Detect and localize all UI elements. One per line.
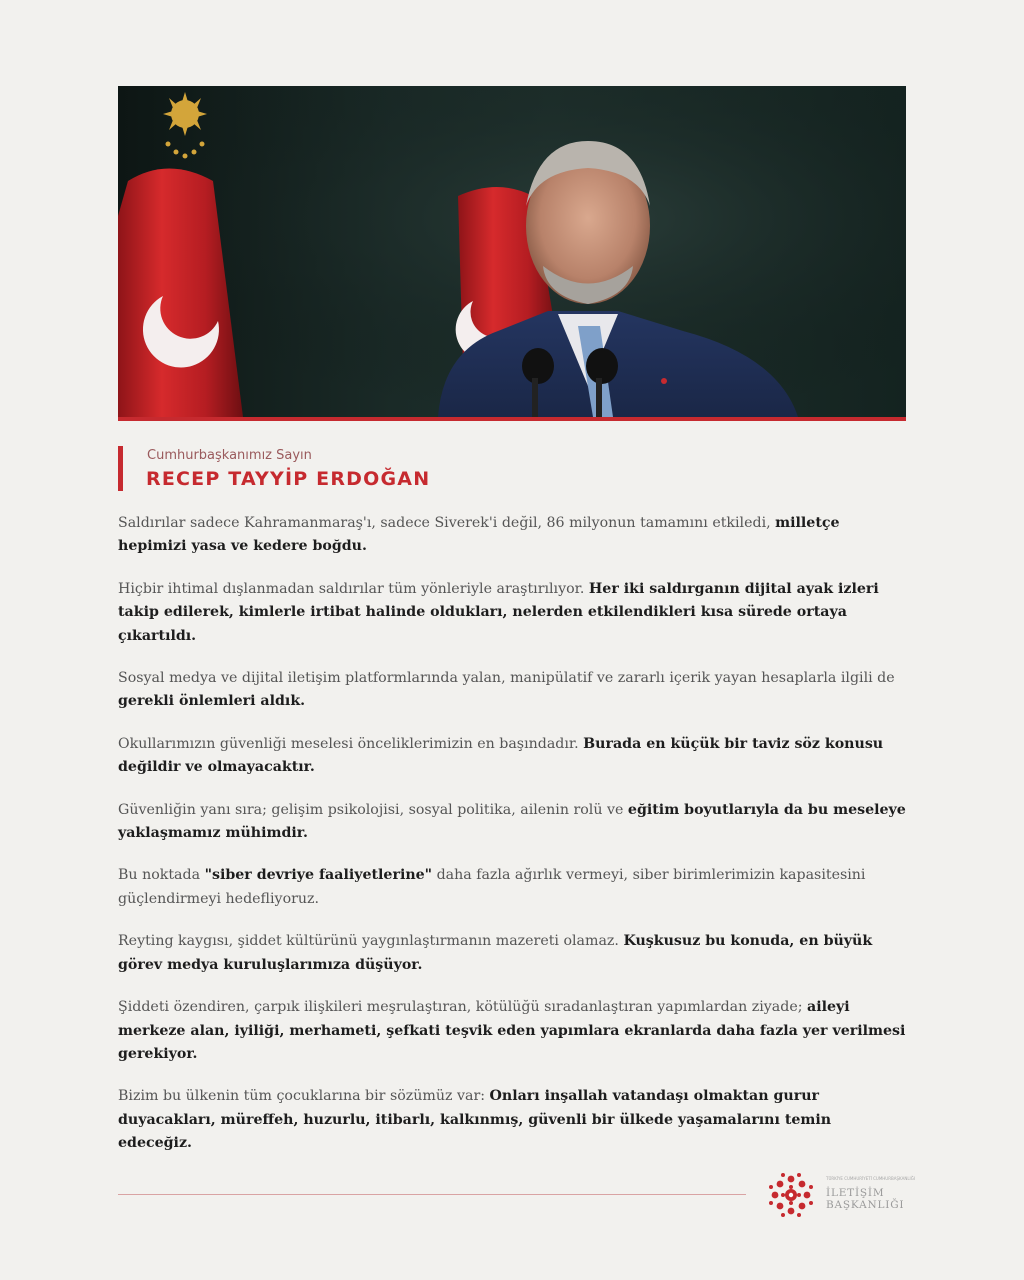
statement-paragraph bbox=[118, 930, 908, 977]
footer-logo bbox=[766, 1170, 916, 1222]
emphasis-text: gerekli önlemleri aldık. bbox=[118, 693, 306, 710]
speaker-honorific: Cumhurbaşkanımız Sayın bbox=[147, 448, 312, 463]
emphasis-text: Onları inşallah vatandaşı olmaktan gurur duyacakları, müreffeh, huzurlu, itibarlı, kalkınmış, güvenli bir ülkede yaşamalarını temin edeceğiz. bbox=[118, 1088, 832, 1152]
emphasis-text: "siber devriye faaliyetlerine" bbox=[204, 867, 433, 884]
title-accent-bar bbox=[118, 446, 123, 491]
statement-body bbox=[118, 512, 908, 1175]
logo-line-2: BAŞKANLIĞI bbox=[826, 1198, 905, 1211]
body-text: daha fazla ağırlık vermeyi, siber birimlerimizin kapasitesini güçlendirmeyi hedefliyoruz. bbox=[118, 867, 866, 907]
statement-paragraph bbox=[118, 996, 908, 1066]
statement-paragraph bbox=[118, 799, 908, 846]
emphasis-text: Her iki saldırganın dijital ayak izleri takip edilerek, kimlerle irtibat halinde oldukları, nelerden etkilendikleri kısa sürede ortaya çıkartıldı. bbox=[118, 580, 879, 644]
photo-divider bbox=[118, 417, 906, 421]
body-text: Reyting kaygısı, şiddet kültürünü yaygınlaştırmanın mazereti olamaz. bbox=[118, 933, 624, 950]
emphasis-text: Burada en küçük bir taviz söz konusu değildir ve olmayacaktır. bbox=[118, 735, 884, 776]
emphasis-text: Kuşkusuz bu konuda, en büyük görev medya kuruluşlarımıza düşüyor. bbox=[118, 933, 873, 973]
logo-name bbox=[826, 1188, 904, 1211]
body-text: Sosyal medya ve dijital iletişim platformlarında yalan, manipülatif ve zararlı içerik yayan hesaplarla ilgili de bbox=[118, 670, 895, 687]
statement-paragraph bbox=[118, 667, 908, 714]
statement-paragraph bbox=[118, 512, 908, 559]
statement-paragraph bbox=[118, 733, 908, 780]
statement-paragraph bbox=[118, 1085, 908, 1155]
statement-paragraph bbox=[118, 578, 908, 648]
body-text: Hiçbir ihtimal dışlanmadan saldırılar tüm yönleriyle araştırılıyor. bbox=[118, 580, 589, 597]
body-text: Şiddeti özendiren, çarpık ilişkileri meşrulaştıran, kötülüğü sıradanlaştıran yapımlardan ziyade; bbox=[118, 999, 808, 1016]
footer-divider bbox=[118, 1194, 746, 1195]
emphasis-text: aileyi merkeze alan, iyiliği, merhameti, şefkati teşvik eden yapımlara ekranlarda daha fazla yer verilmesi gerekiyor. bbox=[118, 999, 906, 1062]
body-text: Güvenliğin yanı sıra; gelişim psikolojisi, sosyal politika, ailenin rolü ve bbox=[118, 801, 628, 818]
speaker-name: RECEP TAYYİP ERDOĞAN bbox=[146, 468, 431, 490]
body-text: Saldırılar sadece Kahramanmaraş'ı, sadece Siverek'i değil, 86 milyonun tamamını etkiledi, bbox=[118, 515, 776, 531]
body-text: Bu noktada bbox=[118, 867, 205, 884]
iletisim-emblem-icon bbox=[766, 1170, 816, 1220]
emphasis-text: eğitim boyutlarıyla da bu meseleye yaklaşmamız mühimdir. bbox=[118, 801, 906, 842]
body-text: Okullarımızın güvenliği meselesi önceliklerimizin en başındadır. bbox=[118, 735, 584, 752]
header-photo bbox=[118, 86, 906, 417]
emphasis-text: milletçe hepimizi yasa ve kedere boğdu. bbox=[118, 515, 840, 555]
statement-paragraph bbox=[118, 864, 908, 911]
logo-line-1: İLETİŞİM bbox=[826, 1187, 885, 1199]
portrait-photo bbox=[118, 86, 906, 417]
logo-small-text: TÜRKİYE CUMHURİYETİ CUMHURBAŞKANLIĞI bbox=[826, 1176, 916, 1181]
body-text: Bizim bu ülkenin tüm çocuklarına bir sözümüz var: bbox=[118, 1088, 490, 1105]
